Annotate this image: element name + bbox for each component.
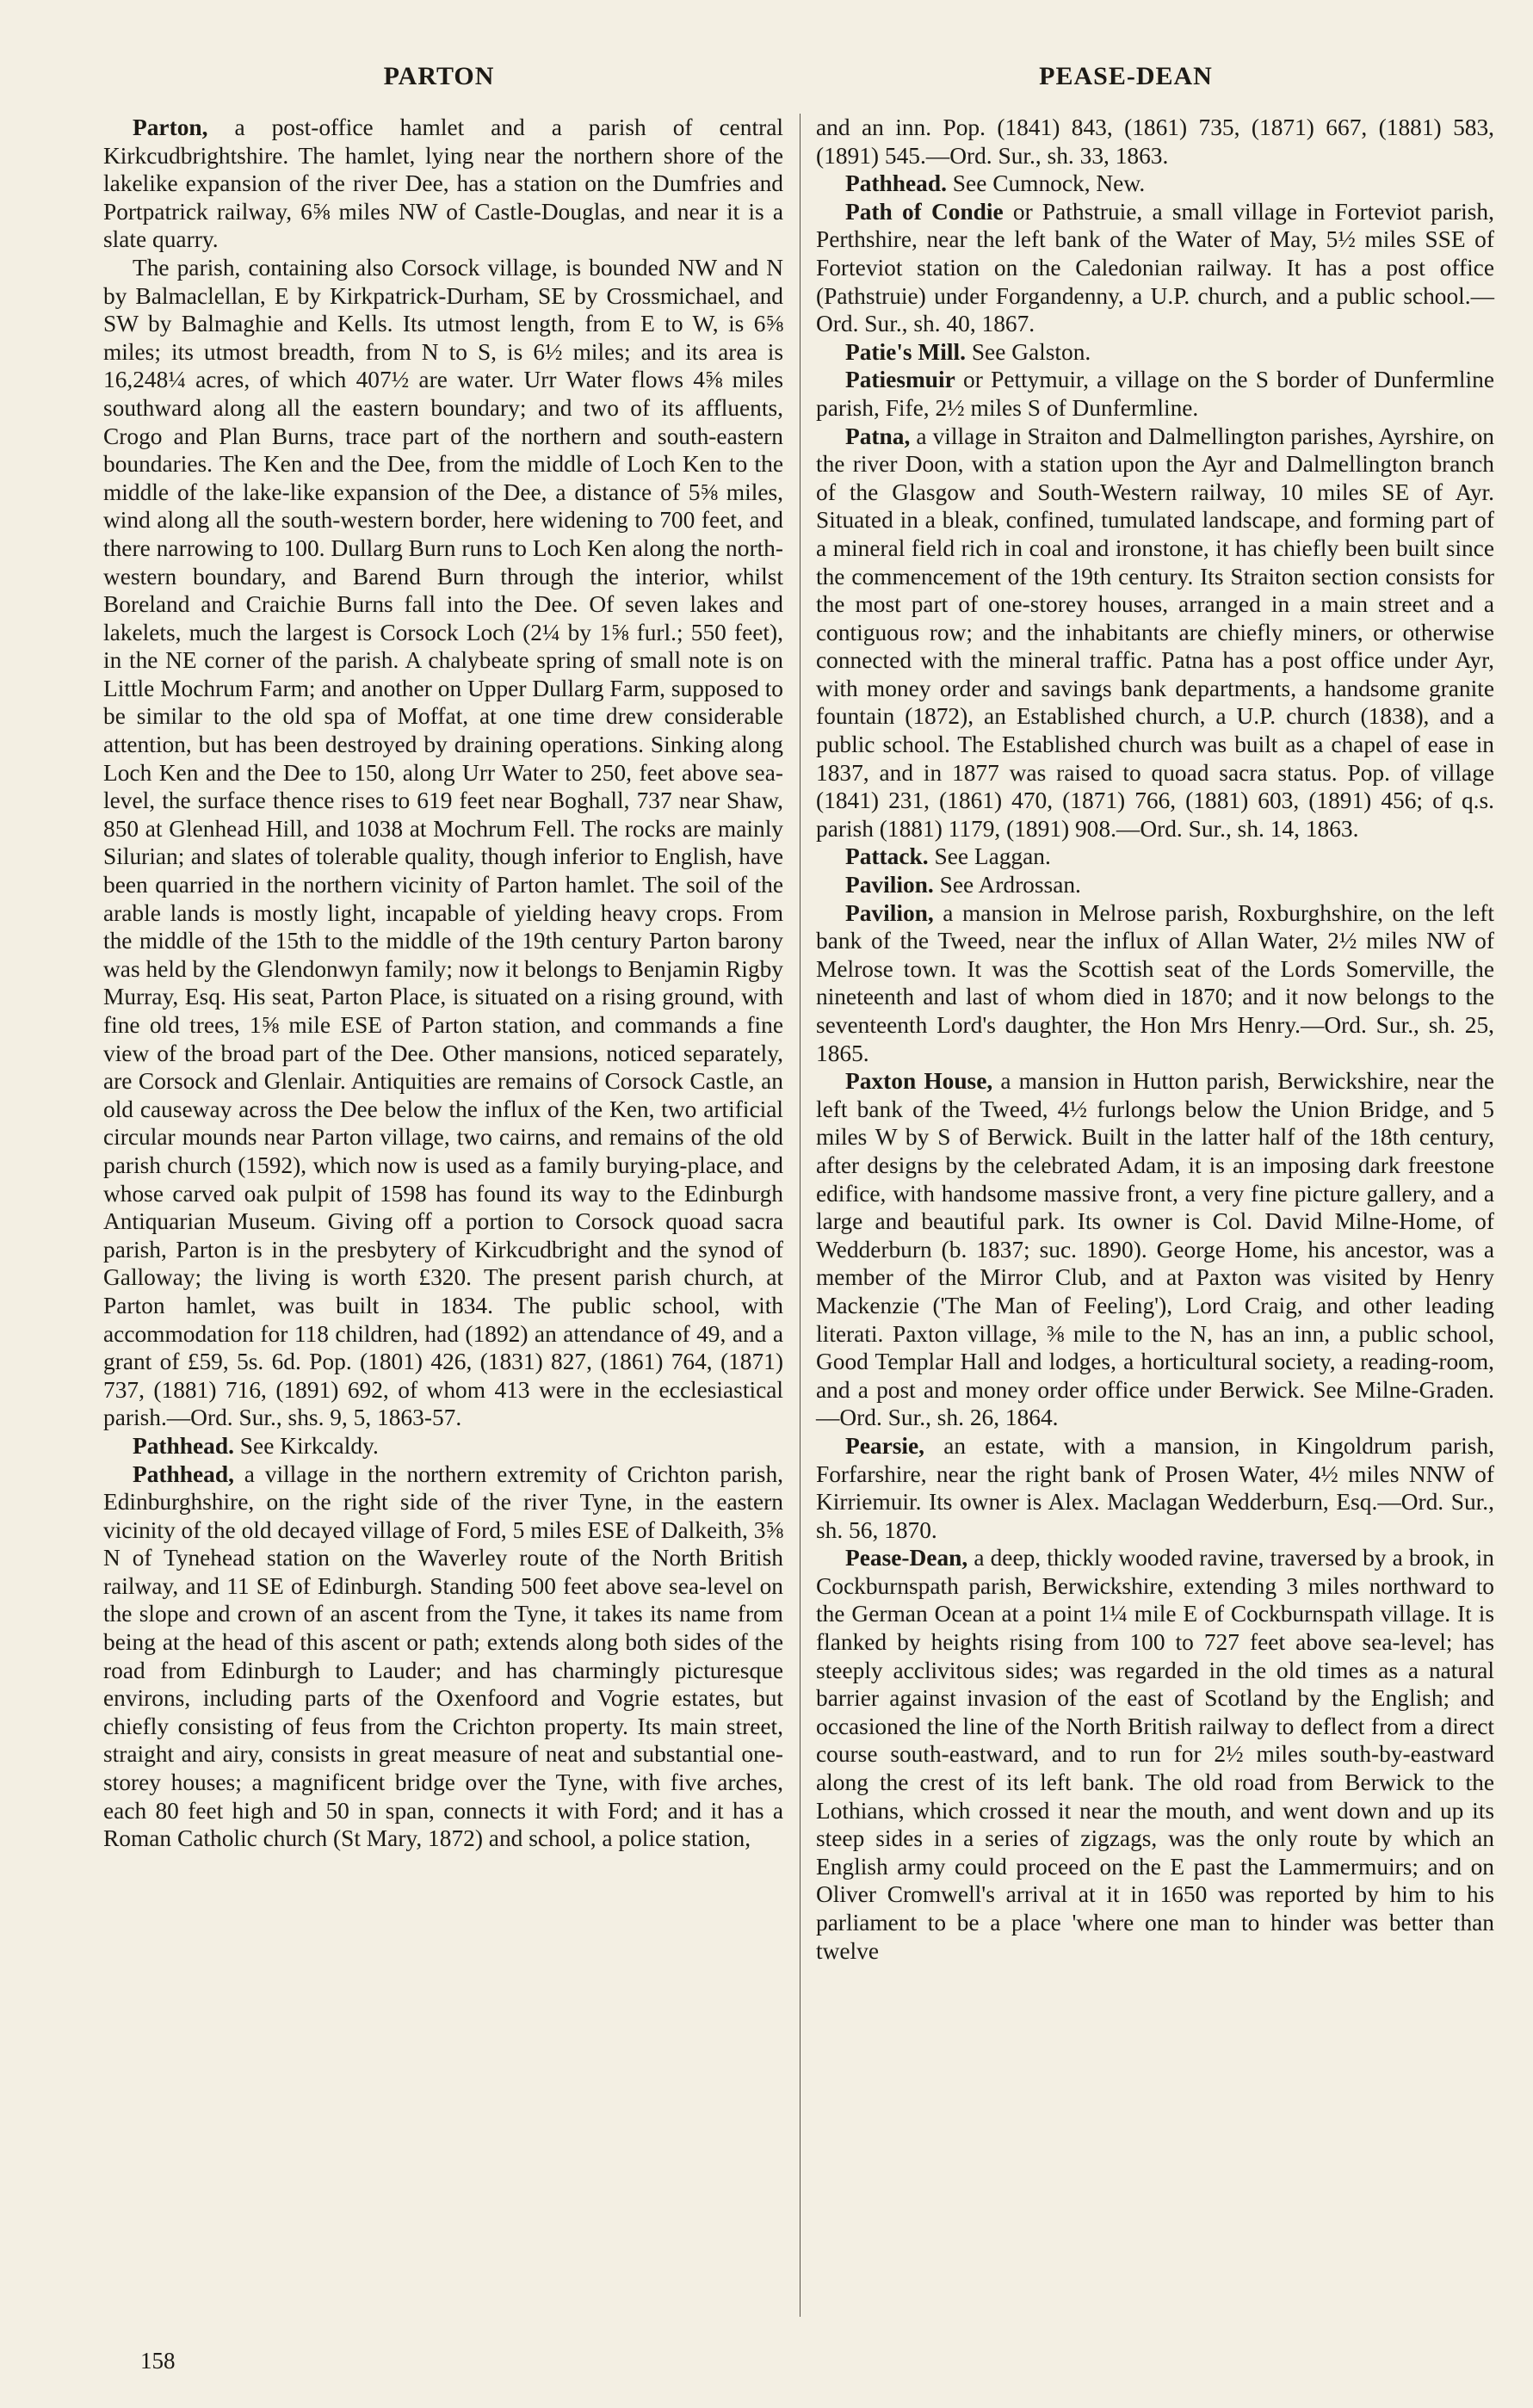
entry-headword: Pathhead.	[845, 170, 947, 197]
entry-text: a post-office hamlet and a parish of central Kirkcudbrightshire. The hamlet, lying near the northern shore of the lakelike expansion of the river Dee, has a station on the Dumfries and Portpatrick railway, 6⅝ miles NW of Castle-Douglas, and near it is a slate quarry.	[103, 114, 783, 253]
entry-text: See Galston.	[965, 338, 1091, 365]
entry-path-of-condie	[816, 198, 1494, 338]
entry-text: See Ardrossan.	[933, 872, 1081, 898]
entry-text: a village in Straiton and Dalmellington parishes, Ayrshire, on the river Doon, with a station upon the Ayr and Dalmellington branch of the Glasgow and South-Western railway, 10 miles SE of Ayr. Situated in a bleak, confined, tumulated landscape, and forming part of a mineral field rich in coal and ironstone, it has chiefly been built since the commencement of the 19th century. Its Straiton section consists for the most part of one-storey houses, arranged in a main street and a contiguous row; and the inhabitants are chiefly miners, or otherwise connected with the mineral traffic. Patna has a post office under Ayr, with money order and savings bank departments, a handsome granite fountain (1872), an Established church, a U.P. church (1838), and a public school. The Established church was built as a chapel of ease in 1837, and in 1877 was raised to quoad sacra status. Pop. of village (1841) 231, (1861) 470, (1871) 766, (1881) 603, (1891) 456; of q.s. parish (1881) 1179, (1891) 908.—Ord. Sur., sh. 14, 1863.	[816, 423, 1494, 842]
entry-pathhead-cumnock	[816, 170, 1494, 198]
entry-text: See Laggan.	[928, 843, 1051, 870]
entry-parton-parish	[103, 254, 783, 1432]
entry-patna	[816, 423, 1494, 843]
left-column	[103, 114, 783, 1853]
entry-headword: Pathhead.	[133, 1432, 234, 1459]
entry-text: See Cumnock, New.	[946, 170, 1146, 197]
entry-headword: Patna,	[845, 423, 911, 449]
entry-headword: Patiesmuir	[845, 367, 955, 393]
entry-text: a mansion in Melrose parish, Roxburghshire, on the left bank of the Tweed, near the influx of Allan Water, 2½ miles NW of Melrose town. It was the Scottish seat of the Lords Somerville, the nineteenth and last of whom died in 1870; and it now belongs to the seventeenth Lord's daughter, the Hon Mrs Henry.—Ord. Sur., sh. 25, 1865.	[816, 899, 1494, 1066]
entry-headword: Pattack.	[845, 843, 929, 870]
entry-text: or Pettymuir, a village on the S border of Dunfermline parish, Fife, 2½ miles S of Dunfermline.	[816, 367, 1494, 421]
page-number: 158	[140, 2348, 176, 2374]
entry-patiesmuir	[816, 366, 1494, 422]
entry-headword: Parton,	[133, 114, 208, 140]
entry-pavilion-ardrossan	[816, 871, 1494, 899]
entry-headword: Pease-Dean,	[845, 1545, 968, 1571]
entry-headword: Paxton House,	[845, 1068, 993, 1095]
entry-pavilion-melrose	[816, 899, 1494, 1068]
entry-pathhead-crichton	[103, 1460, 783, 1853]
entry-text: The parish, containing also Corsock village, is bounded NW and N by Balmaclellan, E by Kirkpatrick-Durham, SE by Crossmichael, and SW by Balmaghie and Kells. Its utmost length, from E to W, is 6⅝ miles; its utmost breadth, from N to S, is 6½ miles; and its area is 16,248¼ acres, of which 407½ are water. Urr Water flows 4⅝ miles southward along all the eastern boundary; and two of its affluents, Crogo and Plan Burns, trace part of the northern and south-eastern boundaries. The Ken and the Dee, from the middle of Loch Ken to the middle of the lake-like expansion of the Dee, a distance of 5⅝ miles, wind along all the south-western border, here widening to 700 feet, and there narrowing to 100. Dullarg Burn runs to Loch Ken along the north-western boundary, and Barend Burn through the interior, whilst Boreland and Craichie Burns fall into the Dee. Of seven lakes and lakelets, much the largest is Corsock Loch (2¼ by 1⅝ furl.; 550 feet), in the NE corner of the parish. A chalybeate spring of small note is on Little Mochrum Farm; and another on Upper Dullarg Farm, supposed to be similar to the old spa of Moffat, at one time drew considerable attention, but has been destroyed by draining operations. Sinking along Loch Ken and the Dee to 150, along Urr Water to 250, feet above sea-level, the surface thence rises to 619 feet near Boghall, 737 near Shaw, 850 at Glenhead Hill, and 1038 at Mochrum Fell. The rocks are mainly Silurian; and slates of tolerable quality, though inferior to English, have been quarried in the northern vicinity of Parton hamlet. The soil of the arable lands is mostly light, incapable of yielding heavy crops. From the middle of the 15th to the middle of the 19th century Parton barony was held by the Glendonwyn family; now it belongs to Benjamin Rigby Murray, Esq. His seat, Parton Place, is situated on a rising ground, with fine old trees, 1⅝ mile ESE of Parton station, and commands a fine view of the broad part of the Dee. Other mansions, noticed separately, are Corsock and Glenlair. Antiquities are remains of Corsock Castle, an old causeway across the Dee below the influx of the Ken, two artificial circular mounds near Parton village, two cairns, and remains of the old parish church (1592), which now is used as a family burying-place, and whose carved oak pulpit of 1598 has found its way to the Edinburgh Antiquarian Museum. Giving off a portion to Corsock quoad sacra parish, Parton is in the presbytery of Kirkcudbright and the synod of Galloway; the living is worth £320. The present parish church, at Parton hamlet, was built in 1834. The public school, with accommodation for 118 children, had (1892) an attendance of 49, and a grant of £59, 5s. 6d. Pop. (1801) 426, (1831) 827, (1861) 764, (1871) 737, (1881) 716, (1891) 692, of whom 413 were in the ecclesiastical parish.—Ord. Sur., shs. 9, 5, 1863-57.	[103, 254, 783, 1431]
right-column	[816, 114, 1494, 1965]
entry-pathhead-kirkcaldy	[103, 1432, 783, 1460]
entry-pease-dean	[816, 1544, 1494, 1965]
entry-text: an estate, with a mansion, in Kingoldrum parish, Forfarshire, near the right bank of Prosen Water, 4½ miles NNW of Kirriemuir. Its owner is Alex. Maclagan Wedderburn, Esq.—Ord. Sur., sh. 56, 1870.	[816, 1432, 1494, 1543]
entry-pearsie	[816, 1432, 1494, 1544]
entry-headword: Pearsie,	[845, 1432, 925, 1459]
entry-text: a deep, thickly wooded ravine, traversed by a brook, in Cockburnspath parish, Berwickshire, extending 3 miles northward to the German Ocean at a point 1¼ mile E of Cockburnspath village. It is flanked by heights rising from 100 to 727 feet above sea-level; has steeply acclivitous sides; was regarded in the old times as a natural barrier against invasion of the east of Scotland by the English; and occasioned the line of the North British railway to deflect from a direct course south-eastward, and to run for 2½ miles south-by-eastward along the crest of its left bank. The old road from Berwick to the Lothians, which crossed it near the mouth, and went down and up its steep sides in a series of zigzags, was the only route by which an English army could proceed on the E past the Lammermuirs; and on Oliver Cromwell's arrival at it in 1650 was reported by him to his parliament to be a place 'where one man to hinder was better than twelve	[816, 1545, 1494, 1964]
entry-headword: Path of Condie	[845, 198, 1004, 225]
entry-text: See Kirkcaldy.	[233, 1432, 379, 1459]
entry-text: a village in the northern extremity of Crichton parish, Edinburghshire, on the right side of the river Tyne, in the eastern vicinity of the old decayed village of Ford, 5 miles ESE of Dalkeith, 3⅝ N of Tynehead station on the Waverley route of the North British railway, and 11 SE of Edinburgh. Standing 500 feet above sea-level on the slope and crown of an ascent from the Tyne, it takes its name from being at the head of this ascent or path; extends along both sides of the road from Edinburgh to Lauder; and has charmingly picturesque environs, including parts of the Oxenfoord and Vogrie estates, but chiefly consisting of feus from the Crichton property. Its main street, straight and airy, consists in great measure of neat and substantial one-storey houses; a magnificent bridge over the Tyne, with five arches, each 80 feet high and 50 in span, connects it with Ford; and it has a Roman Catholic church (St Mary, 1872) and school, a police station,	[103, 1460, 783, 1852]
running-head-left: PARTON	[383, 62, 495, 90]
entry-headword: Pavilion.	[845, 872, 934, 898]
entry-paxton-house	[816, 1067, 1494, 1432]
entry-text: or Pathstruie, a small village in Forteviot parish, Perthshire, near the left bank of the Water of May, 5½ miles SSE of Forteviot station on the Caledonian railway. It has a post office (Pathstruie) under Forgandenny, a U.P. church, and a public school.—Ord. Sur., sh. 40, 1867.	[816, 198, 1494, 337]
entry-parton	[103, 114, 783, 254]
entry-pattack	[816, 843, 1494, 871]
entry-headword: Pavilion,	[845, 899, 934, 926]
running-head-right: PEASE-DEAN	[1039, 62, 1213, 90]
entry-headword: Pathhead,	[133, 1460, 234, 1487]
entry-continuation	[816, 114, 1494, 170]
entry-text: and an inn. Pop. (1841) 843, (1861) 735, (1871) 667, (1881) 583, (1891) 545.—Ord. Sur., sh. 33, 1863.	[816, 114, 1494, 169]
entry-paties-mill	[816, 338, 1494, 367]
entry-headword: Patie's Mill.	[845, 338, 966, 365]
entry-text: a mansion in Hutton parish, Berwickshire, near the left bank of the Tweed, 4½ furlongs below the Union Bridge, and 5 miles W by S of Berwick. Built in the latter half of the 18th century, after designs by the celebrated Adam, it is an imposing dark freestone edifice, with handsome massive front, a very fine picture gallery, and a large and beautiful park. Its owner is Col. David Milne-Home, of Wedderburn (b. 1837; suc. 1890). George Home, his ancestor, was a member of the Mirror Club, and at Paxton was visited by Henry Mackenzie ('The Man of Feeling'), Lord Craig, and other leading literati. Paxton village, ⅜ mile to the N, has an inn, a public school, Good Templar Hall and lodges, a horticultural society, a reading-room, and a post and money order office under Berwick. See Milne-Graden.—Ord. Sur., sh. 26, 1864.	[816, 1068, 1494, 1431]
